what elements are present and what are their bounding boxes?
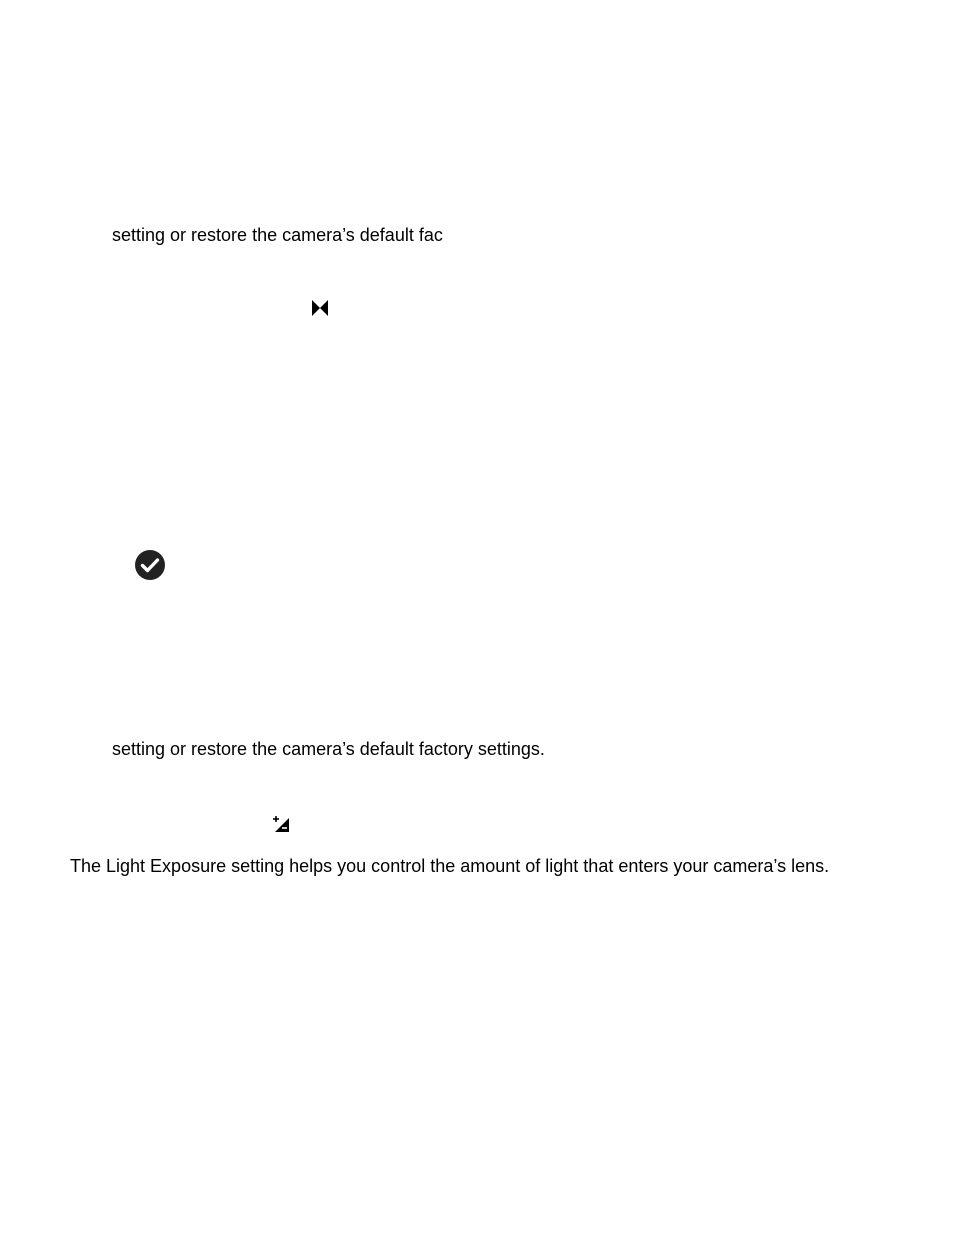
exposure-compensation-icon	[272, 815, 290, 833]
text-line-restore-defaults: setting or restore the camera’s default factory settings.	[112, 739, 545, 759]
bowtie-arrows-icon	[311, 299, 329, 317]
checkmark-circle-icon	[134, 549, 166, 581]
text-line-light-exposure-description: The Light Exposure setting helps you control the amount of light that enters your camera’s lens.	[70, 856, 830, 876]
text-line-restore-defaults-partial: setting or restore the camera’s default fac	[112, 225, 443, 245]
